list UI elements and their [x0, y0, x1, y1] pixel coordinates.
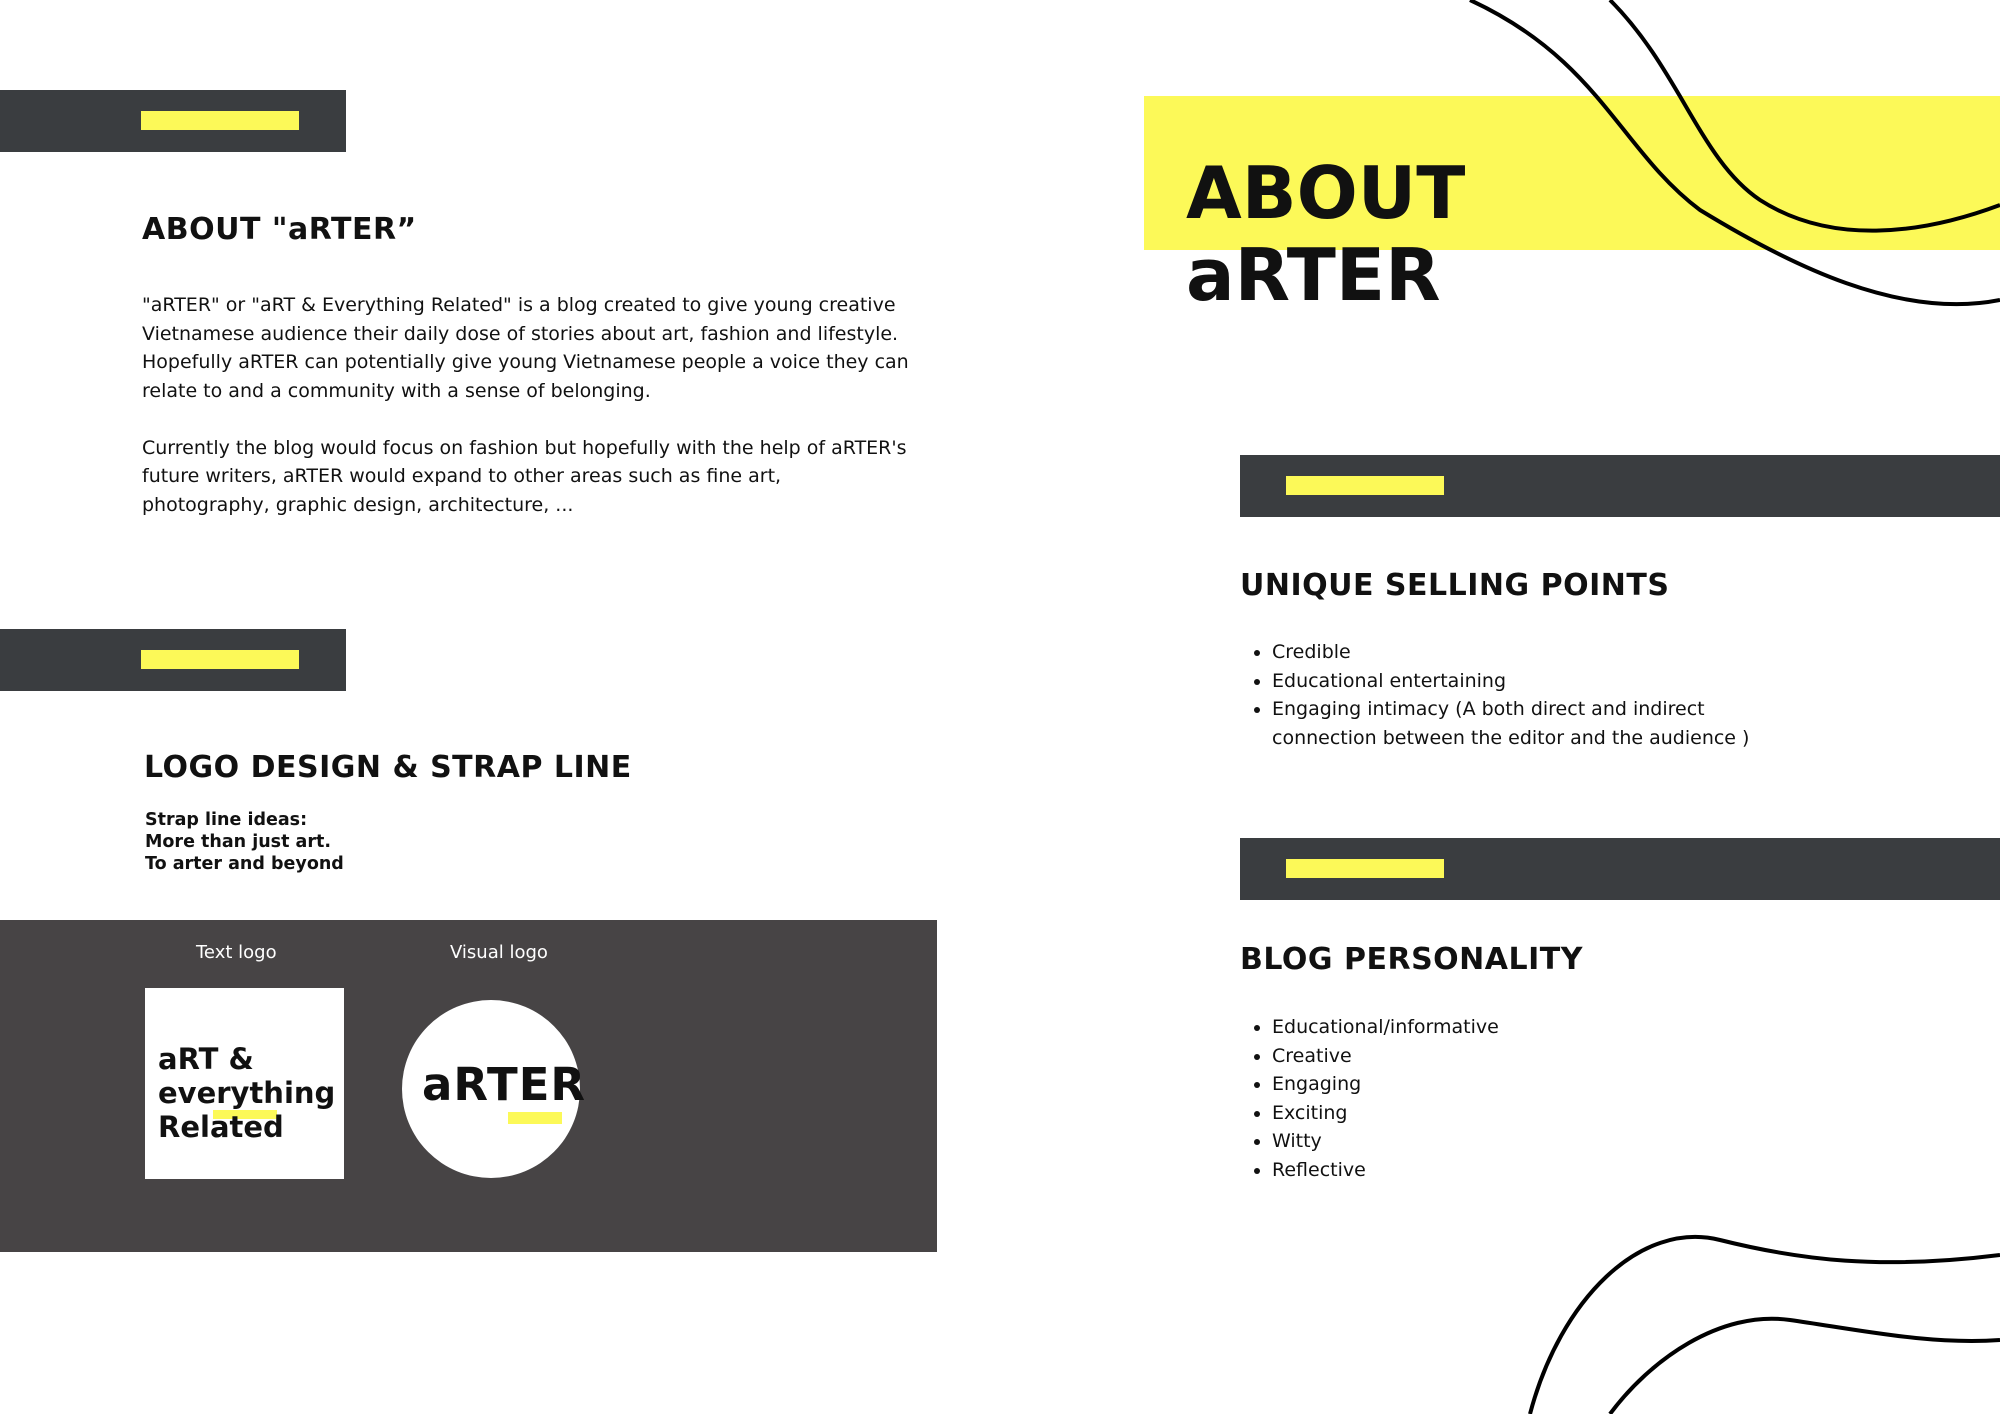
text-logo-line-1: aRT & — [158, 1042, 254, 1076]
about-paragraph-1: "aRTER" or "aRT & Everything Related" is a blog created to give young creative Vietnamese audience their daily dose of stories about art, fashion and lifestyle. Hopefully aRTER can potentially give young Vietnamese people a voice they can relate to and a community with a sense of belonging. — [142, 294, 909, 402]
usp-header-bar-accent — [1286, 476, 1444, 495]
usp-list — [1240, 638, 1792, 752]
text-logo-line-3: Related — [158, 1110, 284, 1144]
list-item: • Credible — [1272, 638, 1792, 667]
about-body — [142, 291, 912, 548]
page-title-line-2: aRTER — [1186, 233, 1441, 317]
list-item: • Witty — [1272, 1127, 1792, 1156]
strap-line-item: To arter and beyond — [145, 854, 344, 874]
list-item: • Engaging — [1272, 1070, 1792, 1099]
logo-header-bar-accent — [141, 650, 299, 669]
logo-design-heading: LOGO DESIGN & STRAP LINE — [144, 750, 632, 785]
page-title-line-1: ABOUT — [1186, 151, 1466, 235]
usp-header-bar — [1240, 455, 2000, 517]
strap-line-item: More than just art. — [145, 832, 331, 852]
list-item: • Reflective — [1272, 1156, 1792, 1185]
text-logo-line-2: everything — [158, 1076, 336, 1110]
strap-line-title: Strap line ideas: — [145, 810, 308, 830]
list-item: • Exciting — [1272, 1099, 1792, 1128]
about-heading: ABOUT "aRTER” — [142, 212, 417, 247]
strap-line-ideas — [145, 809, 344, 875]
list-item: • Creative — [1272, 1042, 1792, 1071]
logo-header-bar — [0, 629, 346, 691]
visual-logo-label: Visual logo — [450, 942, 548, 963]
list-item: • Educational entertaining — [1272, 667, 1792, 696]
bottom-curve-inner — [1610, 1319, 2000, 1414]
about-paragraph-2: Currently the blog would focus on fashion but hopefully with the help of aRTER's future writers, aRTER would expand to other areas such as fine art, photography, graphic design, architecture, ... — [142, 436, 907, 516]
personality-header-bar — [1240, 838, 2000, 900]
about-header-bar-accent — [141, 111, 299, 130]
usp-heading: UNIQUE SELLING POINTS — [1240, 568, 1670, 603]
personality-heading: BLOG PERSONALITY — [1240, 942, 1583, 977]
visual-logo-text: aRTER — [422, 1058, 587, 1111]
visual-logo-underline — [508, 1112, 562, 1124]
list-item: • Educational/informative — [1272, 1013, 1792, 1042]
personality-list — [1240, 1013, 1792, 1184]
visual-logo — [402, 1000, 587, 1178]
text-logo — [145, 988, 344, 1179]
personality-header-bar-accent — [1286, 859, 1444, 878]
about-header-bar — [0, 90, 346, 152]
bottom-curve-outer — [1530, 1237, 2000, 1414]
list-item: • Engaging intimacy (A both direct and indirect connection between the editor and the audience ) — [1272, 695, 1792, 752]
text-logo-label: Text logo — [196, 942, 277, 963]
page-title — [1186, 152, 1465, 316]
